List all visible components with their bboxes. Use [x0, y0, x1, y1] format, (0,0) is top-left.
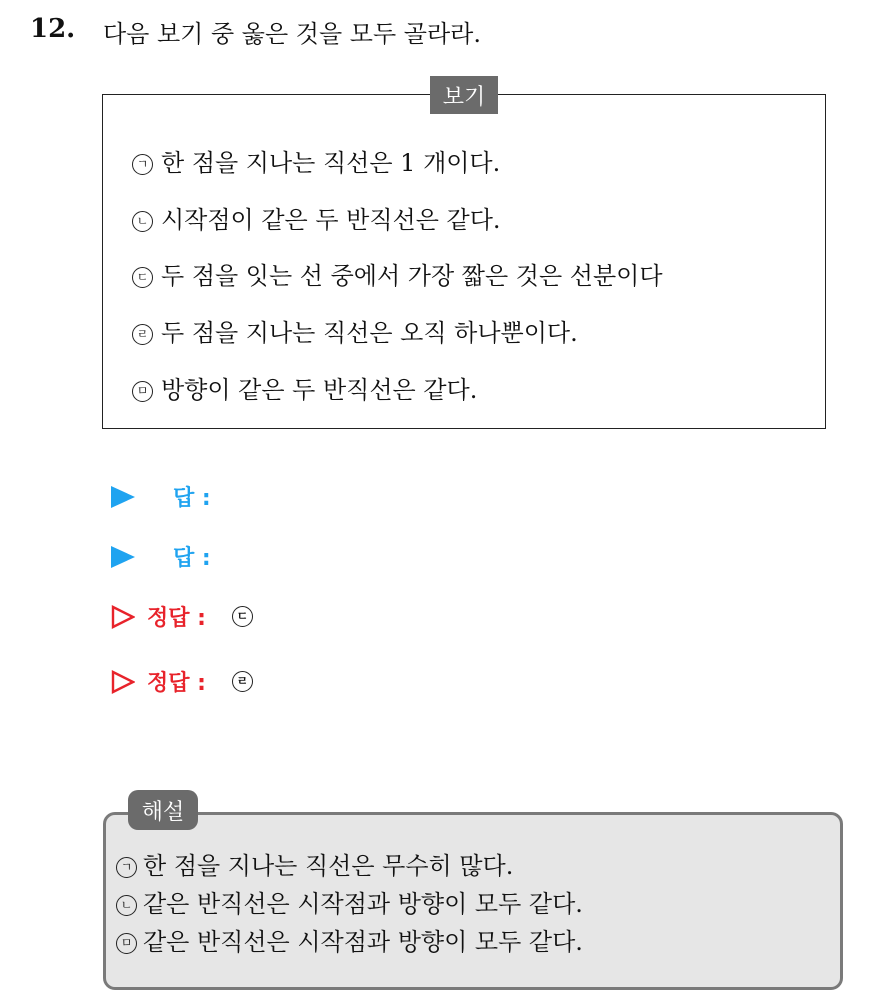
answer-row-2 — [111, 541, 211, 572]
bogi-item-text: 한 점을 지나는 직선은 1 개이다. — [161, 149, 501, 177]
circled-mark-icon: ㄷ — [232, 606, 253, 627]
solution-item-3 — [116, 922, 583, 957]
bogi-item-2 — [132, 200, 501, 235]
circled-mark-icon: ㄷ — [132, 267, 153, 288]
circled-mark-icon: ㄴ — [116, 895, 137, 916]
circled-mark-icon: ㄱ — [132, 154, 153, 175]
circled-mark-icon: ㄴ — [132, 211, 153, 232]
circled-mark-icon: ㄱ — [116, 857, 137, 878]
solution-item-2 — [116, 884, 583, 919]
bogi-item-5 — [132, 370, 477, 405]
answer-row-1 — [111, 481, 211, 512]
outline-triangle-right-icon — [111, 605, 135, 629]
bogi-item-4 — [132, 313, 578, 348]
circled-mark-icon: ㅁ — [132, 381, 153, 402]
bogi-item-text: 두 점을 지나는 직선은 오직 하나뿐이다. — [161, 319, 578, 347]
answer-label: 답 : — [173, 546, 211, 571]
solution-label: 해설 — [128, 790, 198, 830]
answer-label: 답 : — [173, 486, 211, 511]
bogi-item-3 — [132, 256, 663, 291]
correct-answer-row-1 — [111, 601, 261, 632]
question-number: 12. — [30, 14, 76, 44]
solution-item-text: 같은 반직선은 시작점과 방향이 모두 같다. — [143, 928, 583, 956]
bogi-item-1 — [132, 143, 500, 178]
filled-triangle-right-icon — [111, 486, 135, 508]
circled-mark-icon: ㄹ — [132, 324, 153, 345]
correct-answer-label: 정답 : — [147, 671, 206, 696]
circled-mark-icon: ㄹ — [232, 671, 253, 692]
correct-answer-label: 정답 : — [147, 606, 206, 631]
solution-item-1 — [116, 846, 513, 881]
bogi-item-text: 방향이 같은 두 반직선은 같다. — [161, 376, 478, 404]
filled-triangle-right-icon — [111, 546, 135, 568]
correct-answer-row-2 — [111, 666, 261, 697]
bogi-item-text: 두 점을 잇는 선 중에서 가장 짧은 것은 선분이다 — [161, 262, 663, 290]
outline-triangle-right-icon — [111, 670, 135, 694]
correct-answer-value — [232, 669, 261, 694]
question-text: 다음 보기 중 옳은 것을 모두 골라라. — [103, 20, 481, 48]
solution-item-text: 같은 반직선은 시작점과 방향이 모두 같다. — [143, 890, 583, 918]
bogi-item-text: 시작점이 같은 두 반직선은 같다. — [161, 206, 501, 234]
solution-item-text: 한 점을 지나는 직선은 무수히 많다. — [143, 852, 514, 880]
correct-answer-value — [232, 604, 261, 629]
circled-mark-icon: ㅁ — [116, 933, 137, 954]
bogi-label: 보기 — [430, 76, 498, 114]
